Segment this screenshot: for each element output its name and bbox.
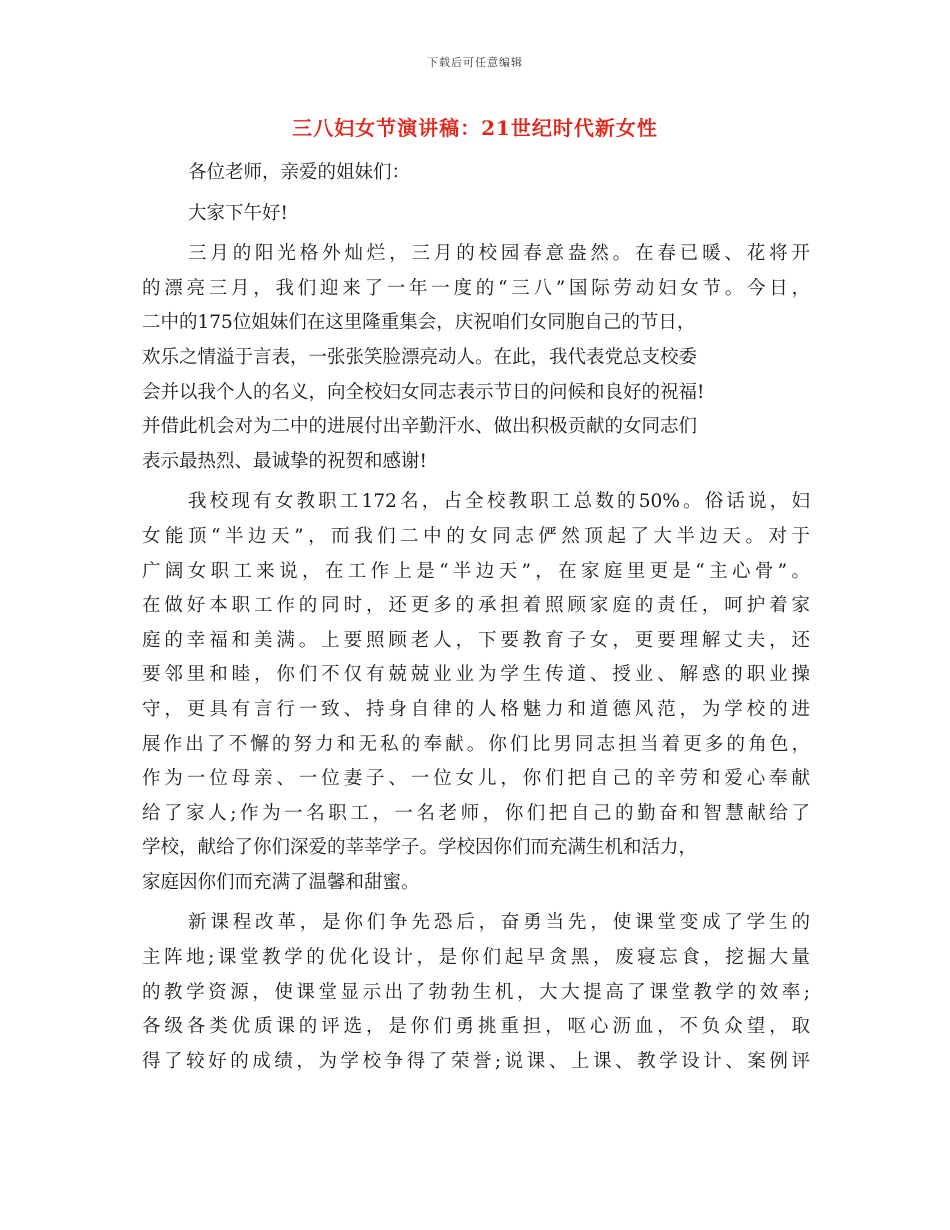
- text-line: 的教学资源，使课堂显示出了勃勃生机，大大提高了课堂教学的效率;: [142, 981, 810, 1003]
- text-line: 得了较好的成绩，为学校争得了荣誉;说课、上课、教学设计、案例评: [142, 1050, 810, 1072]
- text-line: 各级各类优质课的评选，是你们勇挑重担，呕心沥血，不负众望，取: [142, 1016, 810, 1038]
- text-line: 女能顶“半边天”，而我们二中的女同志俨然顶起了大半边天。对于: [142, 525, 810, 547]
- text-line: 展作出了不懈的努力和无私的奉献。你们比男同志担当着更多的角色，: [142, 733, 810, 755]
- text-line: 广阔女职工来说，在工作上是“半边天”，在家庭里更是“主心骨”。: [142, 560, 810, 582]
- text-line: 家庭因你们而充满了温馨和甜蜜。: [142, 871, 420, 893]
- text-line: 并借此机会对为二中的进展付出辛勤汗水、做出积极贡献的女同志们: [142, 416, 698, 438]
- document-title: 三八妇女节演讲稿：21世纪时代新女性: [292, 116, 658, 140]
- text-line: 我校现有女教职工172名，占全校教职工总数的50%。俗话说，妇: [188, 491, 810, 513]
- text-line: 学校，献给了你们深爱的莘莘学子。学校因你们而充满生机和活力，: [142, 837, 698, 859]
- text-line: 给了家人;作为一名职工，一名老师，你们把自己的勤奋和智慧献给了: [142, 802, 810, 824]
- text-line: 二中的175位姐妹们在这里隆重集会，庆祝咱们女同胞自己的节日，: [142, 312, 696, 334]
- text-line: 要邻里和睦，你们不仅有兢兢业业为学生传道、授业、解惑的职业操: [142, 664, 810, 686]
- text-line: 守，更具有言行一致、持身自律的人格魅力和道德风范，为学校的进: [142, 698, 810, 720]
- text-line: 新课程改革，是你们争先恐后，奋勇当先，使课堂变成了学生的: [188, 912, 810, 934]
- text-line: 的漂亮三月，我们迎来了一年一度的“三八”国际劳动妇女节。今日，: [142, 277, 810, 299]
- text-line: 作为一位母亲、一位妻子、一位女儿，你们把自己的辛劳和爱心奉献: [142, 768, 810, 790]
- text-line: 三月的阳光格外灿烂，三月的校园春意盎然。在春已暖、花将开: [188, 243, 810, 265]
- page-header-note: 下载后可任意编辑: [427, 56, 523, 69]
- text-line: 会并以我个人的名义，向全校妇女同志表示节日的问候和良好的祝福!: [142, 381, 705, 403]
- document-body: [142, 156, 810, 1079]
- text-line: 在做好本职工作的同时，还更多的承担着照顾家庭的责任，呵护着家: [142, 595, 810, 617]
- text-line: 庭的幸福和美满。上要照顾老人，下要教育子女，更要理解丈夫，还: [142, 629, 810, 651]
- text-line: 欢乐之情溢于言表，一张张笑脸漂亮动人。在此，我代表党总支校委: [142, 346, 698, 368]
- text-line: 表示最热烈、最诚挚的祝贺和感谢!: [142, 450, 427, 472]
- text-line: 大家下午好!: [188, 202, 288, 224]
- text-line: 各位老师，亲爱的姐妹们：: [188, 162, 411, 183]
- text-line: 主阵地;课堂教学的优化设计，是你们起早贪黑，废寝忘食，挖掘大量: [142, 947, 810, 969]
